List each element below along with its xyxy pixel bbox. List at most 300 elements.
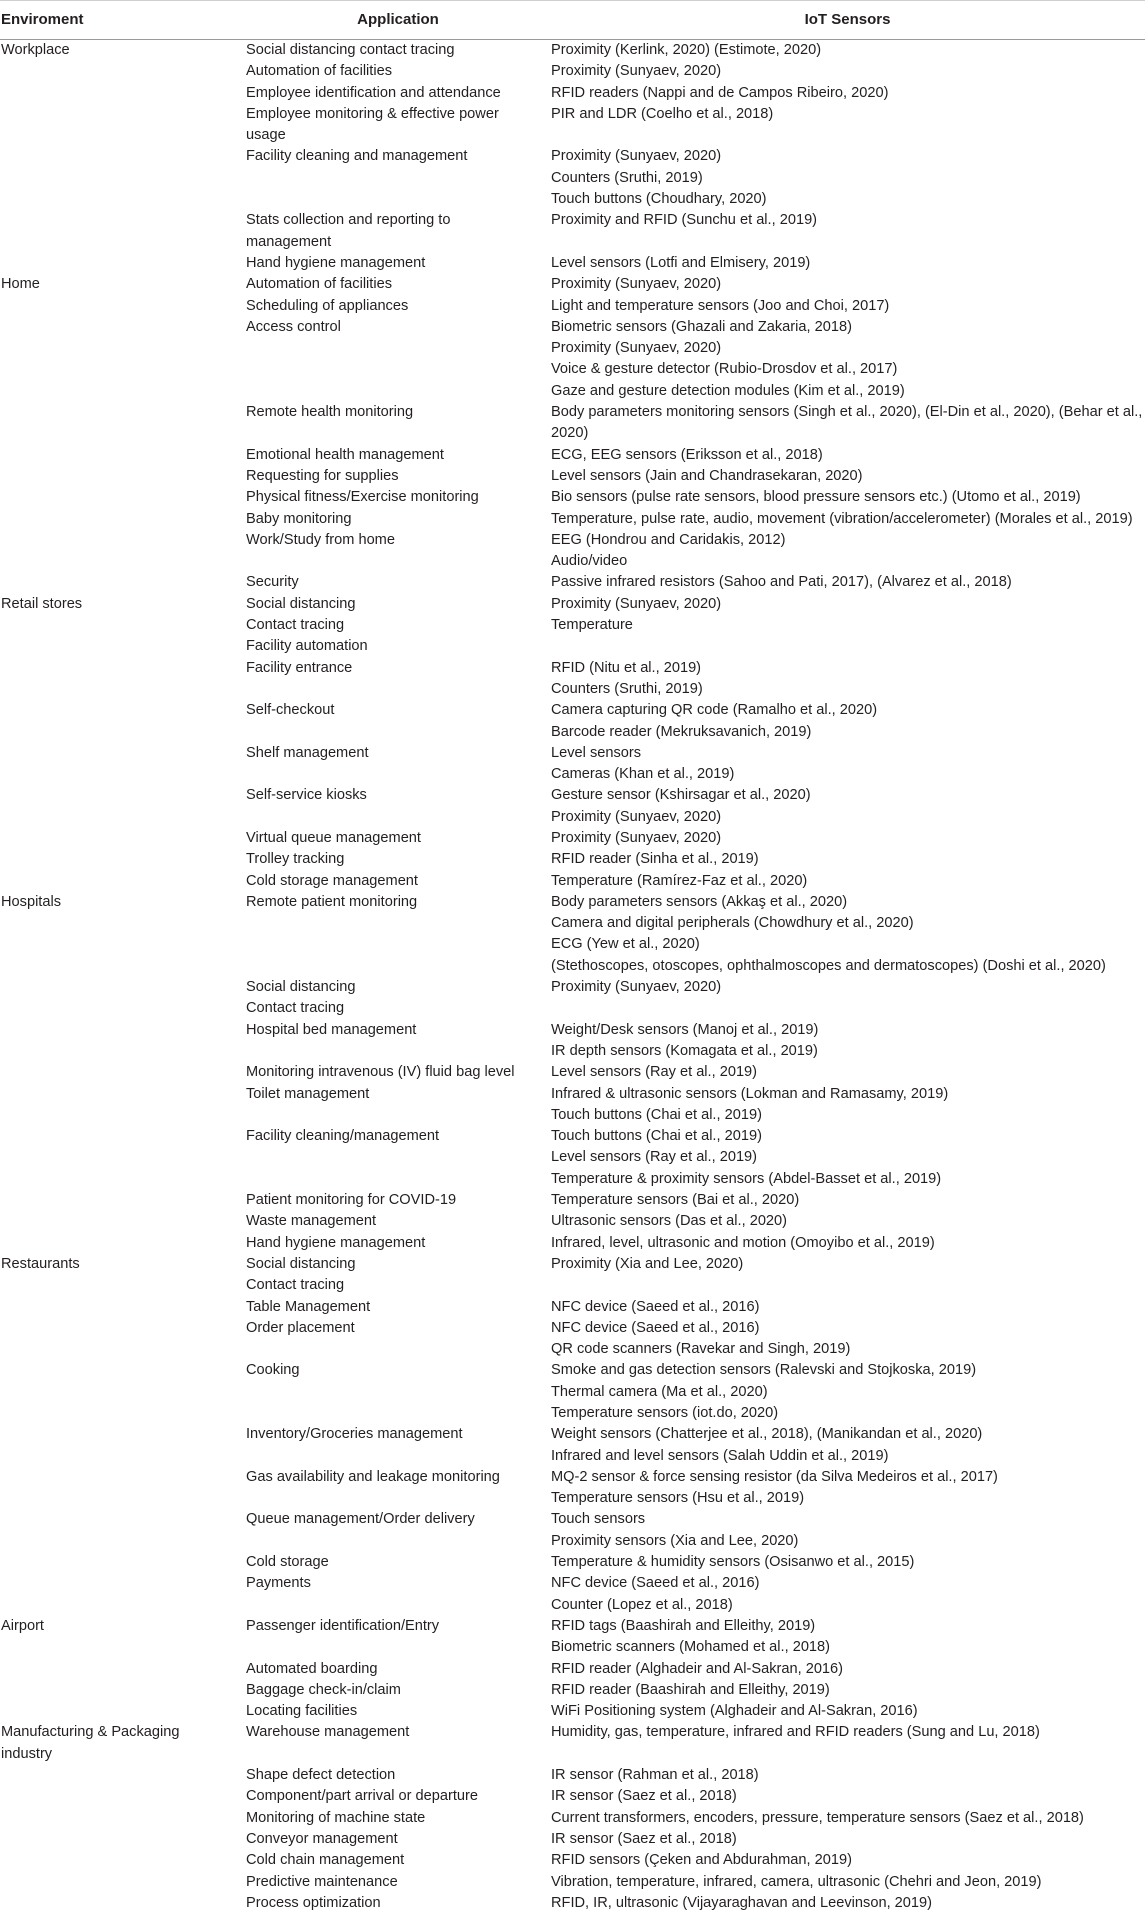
table-row <box>0 1701 1145 1722</box>
application-label: Passenger identification/Entry <box>246 1617 440 1634</box>
table-row <box>0 1424 1145 1467</box>
environment-cell <box>0 274 246 295</box>
environment-cell <box>0 743 246 786</box>
table-row <box>0 658 1145 701</box>
environment-cell <box>0 1509 246 1552</box>
application-cell <box>246 998 550 1019</box>
table-row <box>0 1275 1145 1296</box>
application-cell <box>246 296 550 317</box>
table-row <box>0 998 1145 1019</box>
application-cell <box>246 1467 550 1510</box>
environment-cell <box>0 466 246 487</box>
header-row <box>0 1 1145 40</box>
sensor-entry: NFC device (Saeed et al., 2016) <box>551 1319 760 1336</box>
environment-cell <box>0 636 246 657</box>
application-label: Social distancing contact tracing <box>246 42 455 58</box>
application-label: Inventory/Groceries management <box>246 1426 463 1443</box>
sensors-cell <box>550 892 1145 977</box>
application-cell <box>246 466 550 487</box>
sensors-cell <box>550 871 1145 892</box>
sensor-entry: Proximity (Sunyaev, 2020) <box>551 276 722 293</box>
table-row <box>0 1872 1145 1893</box>
application-label: Security <box>246 574 299 591</box>
sensors-cell <box>550 1829 1145 1850</box>
application-cell <box>246 1808 550 1829</box>
application-cell <box>246 1893 550 1914</box>
application-label: Warehouse management <box>246 1724 410 1741</box>
header-iot-sensors: IoT Sensors <box>550 1 1145 40</box>
environment-cell <box>0 1211 246 1232</box>
sensors-cell <box>550 466 1145 487</box>
table-row <box>0 445 1145 466</box>
sensor-entry: Touch buttons (Chai et al., 2019) <box>551 1106 762 1123</box>
application-label: Automated boarding <box>246 1660 378 1677</box>
sensor-entry: Infrared, level, ultrasonic and motion (Omoyibo et al., 2019) <box>551 1234 935 1251</box>
application-cell <box>246 1616 550 1659</box>
application-cell <box>246 1509 550 1552</box>
sensor-entry: Proximity (Sunyaev, 2020) <box>551 829 722 846</box>
sensors-cell <box>550 1573 1145 1616</box>
sensors-cell <box>550 594 1145 615</box>
application-label: management <box>246 233 332 250</box>
application-cell <box>246 636 550 657</box>
sensor-entry: Camera capturing QR code (Ramalho et al., 2020) <box>551 702 878 719</box>
sensor-entry: Temperature & proximity sensors (Abdel-Basset et al., 2019) <box>551 1170 942 1187</box>
application-cell <box>246 1126 550 1190</box>
sensor-entry: Infrared and level sensors (Salah Uddin et al., 2019) <box>551 1447 889 1464</box>
application-cell <box>246 210 550 253</box>
header-environment: Enviroment <box>0 1 246 40</box>
sensor-entry: RFID readers (Nappi and de Campos Ribeiro, 2020) <box>551 84 889 101</box>
sensors-cell <box>550 1893 1145 1914</box>
sensor-entry: (Stethoscopes, otoscopes, ophthalmoscopes and dermatoscopes) (Doshi et al., 2020) <box>551 957 1106 974</box>
environment-cell <box>0 1190 246 1211</box>
environment-cell <box>0 1126 246 1190</box>
application-label: Facility automation <box>246 638 368 655</box>
sensors-cell <box>550 1275 1145 1296</box>
sensor-entry: Voice & gesture detector (Rubio-Drosdov et al., 2017) <box>551 361 898 378</box>
application-label: Payments <box>246 1575 311 1592</box>
application-cell <box>246 892 550 977</box>
environment-cell <box>0 253 246 274</box>
table-row <box>0 892 1145 977</box>
application-label: Monitoring of machine state <box>246 1809 426 1826</box>
sensor-entry: Touch sensors <box>551 1511 646 1528</box>
sensor-entry: RFID (Nitu et al., 2019) <box>551 659 702 676</box>
application-cell <box>246 977 550 998</box>
sensors-cell <box>550 785 1145 828</box>
sensor-entry: Weight sensors (Chatterjee et al., 2018), (Manikandan et al., 2020) <box>551 1426 983 1443</box>
application-label: Baby monitoring <box>246 510 352 527</box>
sensors-cell <box>550 40 1145 62</box>
application-cell <box>246 1233 550 1254</box>
sensor-entry: Proximity (Sunyaev, 2020) <box>551 979 722 996</box>
sensor-entry: Audio/video <box>551 553 628 570</box>
sensor-entry: IR sensor (Saez et al., 2018) <box>551 1788 737 1805</box>
sensors-cell <box>550 998 1145 1019</box>
application-label: Shape defect detection <box>246 1767 396 1784</box>
application-cell <box>246 402 550 445</box>
table-row <box>0 40 1145 62</box>
sensors-cell <box>550 1084 1145 1127</box>
application-cell <box>246 253 550 274</box>
table-row <box>0 1467 1145 1510</box>
environment-cell <box>0 1893 246 1914</box>
sensors-cell <box>550 210 1145 253</box>
table-row <box>0 572 1145 593</box>
application-label: Social distancing <box>246 979 356 996</box>
table-row <box>0 530 1145 573</box>
sensor-entry: Temperature <box>551 617 633 634</box>
table-header <box>0 1 1145 40</box>
application-label: Hand hygiene management <box>246 254 426 271</box>
environment-cell <box>0 1062 246 1083</box>
application-label: Facility entrance <box>246 659 353 676</box>
sensors-cell <box>550 1765 1145 1786</box>
application-cell <box>246 1829 550 1850</box>
table-row <box>0 594 1145 615</box>
sensor-entry: 2020) <box>551 425 589 442</box>
environment-label: Retail stores <box>1 595 83 612</box>
application-label: Employee monitoring & effective power <box>246 105 499 122</box>
application-label: Self-checkout <box>246 702 335 719</box>
sensor-entry: Camera and digital peripherals (Chowdhury et al., 2020) <box>551 915 914 932</box>
sensors-cell <box>550 83 1145 104</box>
sensors-cell <box>550 296 1145 317</box>
application-cell <box>246 487 550 508</box>
application-label: Baggage check-in/claim <box>246 1681 401 1698</box>
sensors-cell <box>550 1297 1145 1318</box>
application-label: Emotional health management <box>246 446 444 463</box>
application-label: Physical fitness/Exercise monitoring <box>246 489 479 506</box>
table-row <box>0 1765 1145 1786</box>
application-cell <box>246 743 550 786</box>
application-label: Cooking <box>246 1362 300 1379</box>
environment-label: Hospitals <box>1 893 62 910</box>
sensors-cell <box>550 1424 1145 1467</box>
table-row <box>0 785 1145 828</box>
table-row <box>0 1786 1145 1807</box>
application-cell <box>246 1872 550 1893</box>
sensors-cell <box>550 1722 1145 1765</box>
sensors-cell <box>550 1126 1145 1190</box>
table-row <box>0 700 1145 743</box>
table-row <box>0 317 1145 402</box>
application-label: Self-service kiosks <box>246 787 367 804</box>
application-label: Shelf management <box>246 744 369 761</box>
application-label: Table Management <box>246 1298 371 1315</box>
table-row <box>0 1893 1145 1914</box>
environment-cell <box>0 977 246 998</box>
sensors-cell <box>550 658 1145 701</box>
table-row <box>0 1233 1145 1254</box>
environment-cell <box>0 1722 246 1765</box>
sensor-entry: Proximity (Kerlink, 2020) (Estimote, 2020) <box>551 42 822 58</box>
sensor-entry: Gaze and gesture detection modules (Kim et al., 2019) <box>551 382 905 399</box>
application-label: Automation of facilities <box>246 63 393 80</box>
application-cell <box>246 1062 550 1083</box>
application-cell <box>246 1573 550 1616</box>
table-row <box>0 1318 1145 1361</box>
application-label: Remote health monitoring <box>246 404 414 421</box>
application-cell <box>246 594 550 615</box>
environment-cell <box>0 1275 246 1296</box>
application-cell <box>246 445 550 466</box>
table-row <box>0 1211 1145 1232</box>
environment-cell <box>0 1829 246 1850</box>
sensors-cell <box>550 253 1145 274</box>
environment-cell <box>0 1297 246 1318</box>
table-row <box>0 1616 1145 1659</box>
application-cell <box>246 1297 550 1318</box>
table-row <box>0 210 1145 253</box>
table-row <box>0 828 1145 849</box>
sensors-cell <box>550 104 1145 147</box>
application-cell <box>246 1722 550 1765</box>
table-row <box>0 1850 1145 1871</box>
environment-label: Manufacturing & Packaging <box>1 1724 180 1741</box>
application-label: usage <box>246 127 286 144</box>
application-cell <box>246 1659 550 1680</box>
sensor-entry: RFID reader (Baashirah and Elleithy, 2019) <box>551 1681 830 1698</box>
application-label: Contact tracing <box>246 617 345 634</box>
application-cell <box>246 1701 550 1722</box>
sensors-cell <box>550 1552 1145 1573</box>
sensor-entry: Cameras (Khan et al., 2019) <box>551 766 735 783</box>
environment-cell <box>0 1765 246 1786</box>
sensors-cell <box>550 1872 1145 1893</box>
environment-cell <box>0 1020 246 1063</box>
sensors-cell <box>550 1254 1145 1275</box>
environment-cell <box>0 317 246 402</box>
environment-cell <box>0 1872 246 1893</box>
application-cell <box>246 1552 550 1573</box>
table-row <box>0 1722 1145 1765</box>
table-row <box>0 1829 1145 1850</box>
environment-cell <box>0 785 246 828</box>
sensor-entry: RFID tags (Baashirah and Elleithy, 2019) <box>551 1617 816 1634</box>
table-row <box>0 83 1145 104</box>
environment-label: Restaurants <box>1 1255 80 1272</box>
application-label: Work/Study from home <box>246 531 395 548</box>
sensor-entry: RFID reader (Sinha et al., 2019) <box>551 851 759 868</box>
sensors-cell <box>550 977 1145 998</box>
environment-label: Airport <box>1 1617 44 1634</box>
sensor-entry: Temperature sensors (iot.do, 2020) <box>551 1405 779 1421</box>
sensors-cell <box>550 1680 1145 1701</box>
sensor-entry: Touch buttons (Choudhary, 2020) <box>551 191 767 208</box>
table-row <box>0 296 1145 317</box>
environment-cell <box>0 445 246 466</box>
application-label: Automation of facilities <box>246 276 393 293</box>
table-row <box>0 743 1145 786</box>
sensor-entry: Body parameters sensors (Akkaş et al., 2020) <box>551 893 848 910</box>
sensor-entry: Proximity (Xia and Lee, 2020) <box>551 1255 744 1272</box>
sensor-entry: Current transformers, encoders, pressure, temperature sensors (Saez et al., 2018) <box>551 1809 1084 1826</box>
application-cell <box>246 1424 550 1467</box>
table-row <box>0 146 1145 210</box>
application-cell <box>246 104 550 147</box>
sensor-entry: ECG (Yew et al., 2020) <box>551 936 700 953</box>
application-label: Virtual queue management <box>246 829 421 846</box>
table-row <box>0 1680 1145 1701</box>
environment-cell <box>0 146 246 210</box>
application-label: Cold storage management <box>246 872 418 889</box>
sensors-cell <box>550 61 1145 82</box>
table-row <box>0 1190 1145 1211</box>
environment-cell <box>0 594 246 615</box>
environment-cell <box>0 1573 246 1616</box>
sensors-cell <box>550 445 1145 466</box>
sensor-entry: Level sensors (Ray et al., 2019) <box>551 1149 758 1166</box>
sensor-entry: Counters (Sruthi, 2019) <box>551 169 703 186</box>
environment-cell <box>0 1680 246 1701</box>
sensor-entry: MQ-2 sensor & force sensing resistor (da Silva Medeiros et al., 2017) <box>551 1468 998 1485</box>
environment-cell <box>0 1424 246 1467</box>
application-label: Trolley tracking <box>246 851 345 868</box>
sensor-entry: Humidity, gas, temperature, infrared and RFID readers (Sung and Lu, 2018) <box>551 1724 1040 1741</box>
application-label: Conveyor management <box>246 1830 398 1847</box>
sensor-entry: IR sensor (Saez et al., 2018) <box>551 1830 737 1847</box>
environment-label: Workplace <box>1 42 70 58</box>
sensor-entry: Proximity sensors (Xia and Lee, 2020) <box>551 1532 799 1549</box>
environment-cell <box>0 998 246 1019</box>
environment-cell <box>0 402 246 445</box>
application-cell <box>246 785 550 828</box>
sensors-cell <box>550 1020 1145 1063</box>
application-label: Cold chain management <box>246 1852 405 1869</box>
table-row <box>0 1020 1145 1063</box>
sensor-entry: Body parameters monitoring sensors (Singh et al., 2020), (El-Din et al., 2020), (Behar et al., <box>551 404 1143 421</box>
application-label: Stats collection and reporting to <box>246 212 451 229</box>
table-row <box>0 1659 1145 1680</box>
sensors-cell <box>550 615 1145 636</box>
table-row <box>0 1254 1145 1275</box>
environment-cell <box>0 61 246 82</box>
sensors-cell <box>550 487 1145 508</box>
table-row <box>0 466 1145 487</box>
sensor-entry: Light and temperature sensors (Joo and Choi, 2017) <box>551 297 890 314</box>
environment-cell <box>0 104 246 147</box>
application-label: Facility cleaning/management <box>246 1128 440 1145</box>
application-cell <box>246 615 550 636</box>
sensor-entry: Temperature & humidity sensors (Osisanwo et al., 2015) <box>551 1554 915 1571</box>
sensor-entry: Counters (Sruthi, 2019) <box>551 680 703 697</box>
application-label: Social distancing <box>246 595 356 612</box>
sensors-cell <box>550 700 1145 743</box>
application-cell <box>246 1850 550 1871</box>
application-label: Gas availability and leakage monitoring <box>246 1468 500 1485</box>
environment-cell <box>0 1233 246 1254</box>
table-row <box>0 274 1145 295</box>
sensor-entry: Level sensors (Jain and Chandrasekaran, 2020) <box>551 467 863 484</box>
sensors-cell <box>550 828 1145 849</box>
application-label: Contact tracing <box>246 1277 345 1294</box>
application-cell <box>246 1190 550 1211</box>
sensor-entry: Level sensors (Lotfi and Elmisery, 2019) <box>551 254 811 271</box>
application-cell <box>246 1786 550 1807</box>
sensor-entry: Passive infrared resistors (Sahoo and Pati, 2017), (Alvarez et al., 2018) <box>551 574 1012 591</box>
table-body <box>0 40 1145 1914</box>
environment-cell <box>0 1318 246 1361</box>
table-row <box>0 1126 1145 1190</box>
application-label: Waste management <box>246 1213 377 1230</box>
table-row <box>0 1297 1145 1318</box>
table-row <box>0 402 1145 445</box>
sensors-cell <box>550 1659 1145 1680</box>
sensor-entry: Ultrasonic sensors (Das et al., 2020) <box>551 1213 788 1230</box>
table-row <box>0 636 1145 657</box>
environment-cell <box>0 828 246 849</box>
sensors-cell <box>550 530 1145 573</box>
table-row <box>0 61 1145 82</box>
application-label: Social distancing <box>246 1255 356 1272</box>
table-row <box>0 849 1145 870</box>
table-row <box>0 1573 1145 1616</box>
sensors-cell <box>550 1509 1145 1552</box>
application-label: Scheduling of appliances <box>246 297 409 314</box>
sensors-cell <box>550 572 1145 593</box>
application-cell <box>246 700 550 743</box>
sensor-entry: EEG (Hondrou and Caridakis, 2012) <box>551 531 786 548</box>
environment-cell <box>0 1360 246 1424</box>
environment-cell <box>0 509 246 530</box>
environment-cell <box>0 658 246 701</box>
application-cell <box>246 61 550 82</box>
sensors-cell <box>550 1808 1145 1829</box>
application-cell <box>246 40 550 62</box>
table-row <box>0 1808 1145 1829</box>
sensor-entry: Level sensors (Ray et al., 2019) <box>551 1064 758 1081</box>
sensors-cell <box>550 849 1145 870</box>
sensors-cell <box>550 1786 1145 1807</box>
application-label: Process optimization <box>246 1894 381 1911</box>
application-cell <box>246 1211 550 1232</box>
environment-cell <box>0 1701 246 1722</box>
sensor-entry: QR code scanners (Ravekar and Singh, 2019) <box>551 1341 851 1358</box>
environment-cell <box>0 1467 246 1510</box>
application-label: Predictive maintenance <box>246 1873 398 1890</box>
application-cell <box>246 1318 550 1361</box>
sensor-entry: Proximity (Sunyaev, 2020) <box>551 340 722 357</box>
sensor-entry: Proximity (Sunyaev, 2020) <box>551 808 722 825</box>
environment-cell <box>0 849 246 870</box>
sensor-entry: Proximity (Sunyaev, 2020) <box>551 595 722 612</box>
application-label: Hospital bed management <box>246 1021 417 1038</box>
environment-cell <box>0 487 246 508</box>
table-row <box>0 1360 1145 1424</box>
sensors-cell <box>550 1701 1145 1722</box>
application-label: Contact tracing <box>246 1000 345 1017</box>
environment-cell <box>0 1659 246 1680</box>
environment-cell <box>0 615 246 636</box>
sensor-entry: PIR and LDR (Coelho et al., 2018) <box>551 105 774 122</box>
sensors-cell <box>550 743 1145 786</box>
environment-cell <box>0 1254 246 1275</box>
sensors-cell <box>550 1062 1145 1083</box>
application-cell <box>246 1360 550 1424</box>
sensor-entry: Barcode reader (Mekruksavanich, 2019) <box>551 723 812 740</box>
sensor-entry: NFC device (Saeed et al., 2016) <box>551 1298 760 1315</box>
application-label: Remote patient monitoring <box>246 893 418 910</box>
application-cell <box>246 1680 550 1701</box>
environment-cell <box>0 1850 246 1871</box>
sensor-entry: IR sensor (Rahman et al., 2018) <box>551 1767 759 1784</box>
sensors-cell <box>550 509 1145 530</box>
sensors-cell <box>550 1190 1145 1211</box>
application-cell <box>246 658 550 701</box>
sensor-entry: Smoke and gas detection sensors (Ralevski and Stojkoska, 2019) <box>551 1362 977 1379</box>
